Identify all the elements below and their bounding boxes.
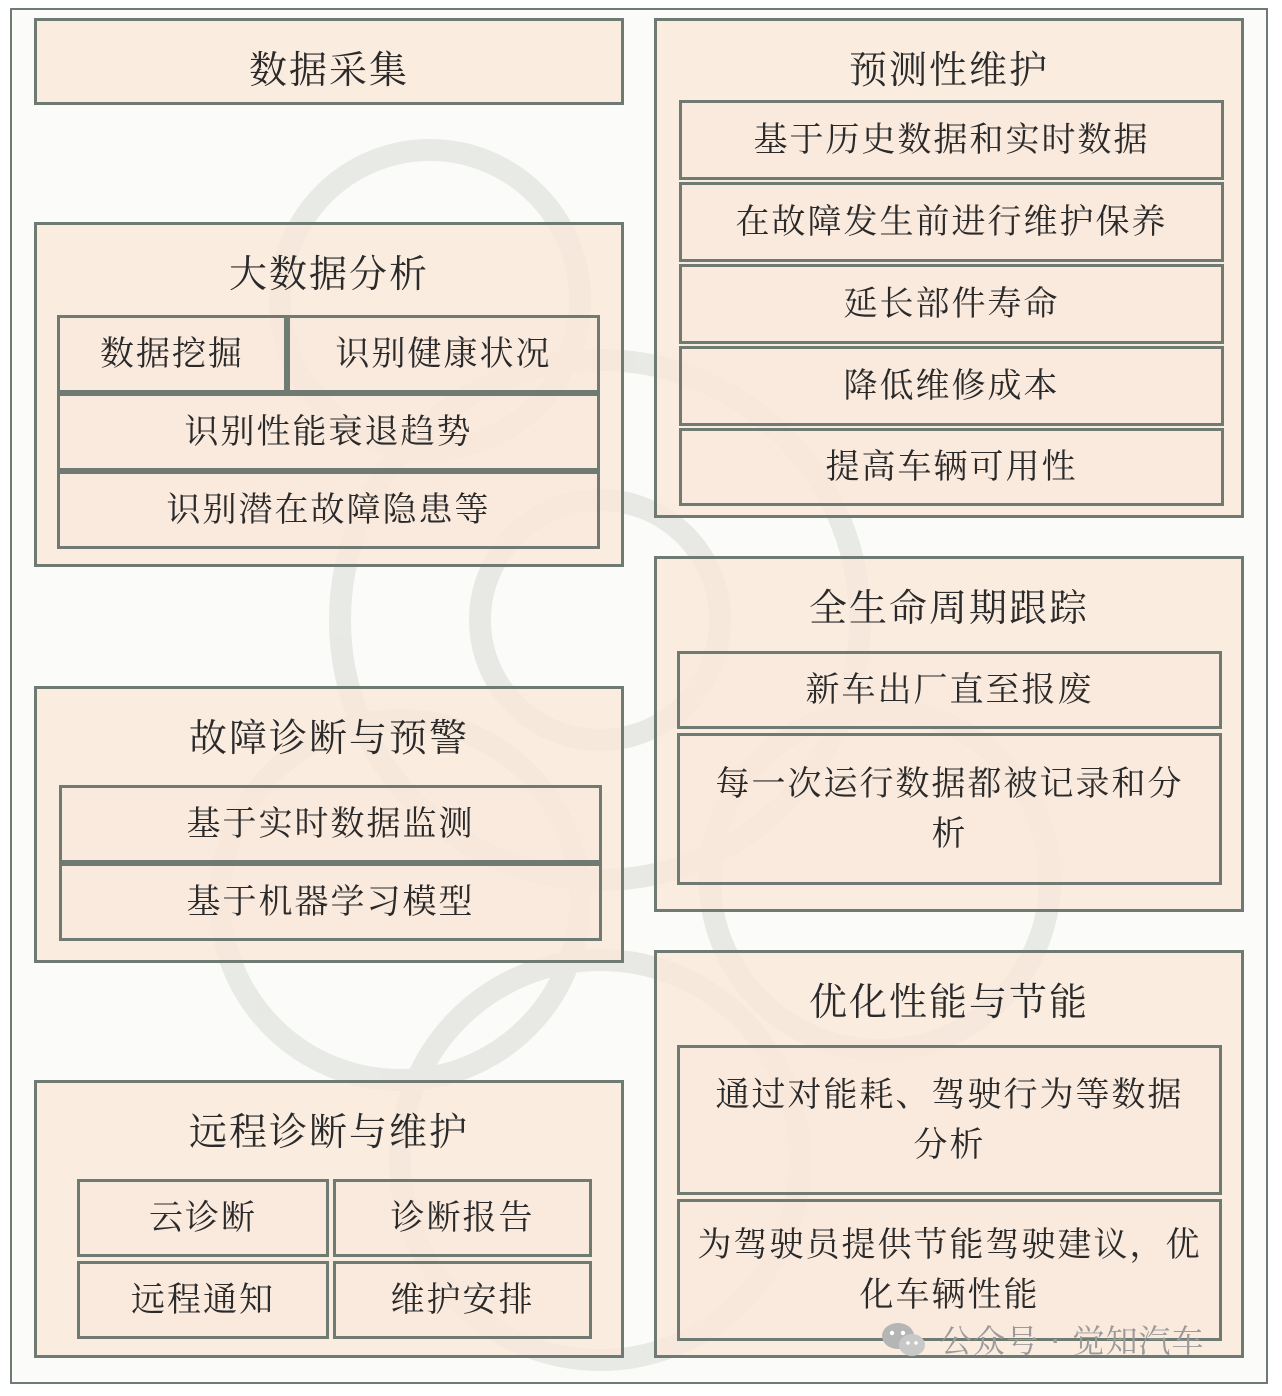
big-data-analysis-title: 大数据分析 (228, 252, 429, 296)
optimization-item-data-analysis: 通过对能耗、驾驶行为等数据分析 (677, 1045, 1222, 1195)
fault-diagnosis-title: 故障诊断与预警 (188, 716, 469, 760)
analysis-item-data-mining: 数据挖掘 (57, 315, 287, 393)
analysis-item-health-status: 识别健康状况 (287, 315, 600, 393)
analysis-item-degradation-trend: 识别性能衰退趋势 (57, 393, 600, 471)
predictive-item-reduce-cost: 降低维修成本 (679, 346, 1224, 426)
data-collection-box (34, 18, 624, 105)
lifecycle-tracking-box (654, 556, 1244, 912)
fault-item-realtime-monitoring: 基于实时数据监测 (59, 785, 602, 863)
lifecycle-tracking-title: 全生命周期跟踪 (808, 586, 1089, 630)
remote-diagnosis-box (34, 1080, 624, 1358)
predictive-maintenance-box (654, 18, 1244, 518)
fault-item-ml-model: 基于机器学习模型 (59, 863, 602, 941)
optimization-item-driving-advice: 为驾驶员提供节能驾驶建议，优化车辆性能 (677, 1199, 1222, 1341)
wechat-icon (880, 1320, 928, 1360)
data-collection-title: 数据采集 (248, 48, 409, 92)
fault-diagnosis-box (34, 686, 624, 963)
remote-item-diagnosis-report: 诊断报告 (333, 1179, 592, 1257)
lifecycle-item-data-recorded: 每一次运行数据都被记录和分析 (677, 733, 1222, 885)
big-data-analysis-box (34, 222, 624, 567)
analysis-item-potential-faults: 识别潜在故障隐患等 (57, 471, 600, 549)
predictive-item-availability: 提高车辆可用性 (679, 428, 1224, 506)
predictive-maintenance-title: 预测性维护 (848, 48, 1049, 92)
watermark-text: 公众号 · 觉知汽车 (940, 1322, 1205, 1360)
predictive-item-historical-data: 基于历史数据和实时数据 (679, 100, 1224, 180)
performance-optimization-title: 优化性能与节能 (808, 980, 1089, 1024)
performance-optimization-box (654, 950, 1244, 1358)
remote-item-remote-notification: 远程通知 (77, 1261, 329, 1339)
predictive-item-preventive-care: 在故障发生前进行维护保养 (679, 182, 1224, 262)
remote-diagnosis-title: 远程诊断与维护 (188, 1110, 469, 1154)
remote-item-maintenance-schedule: 维护安排 (333, 1261, 592, 1339)
predictive-item-extend-life: 延长部件寿命 (679, 264, 1224, 344)
remote-item-cloud-diagnosis: 云诊断 (77, 1179, 329, 1257)
lifecycle-item-new-to-scrap: 新车出厂直至报废 (677, 651, 1222, 729)
